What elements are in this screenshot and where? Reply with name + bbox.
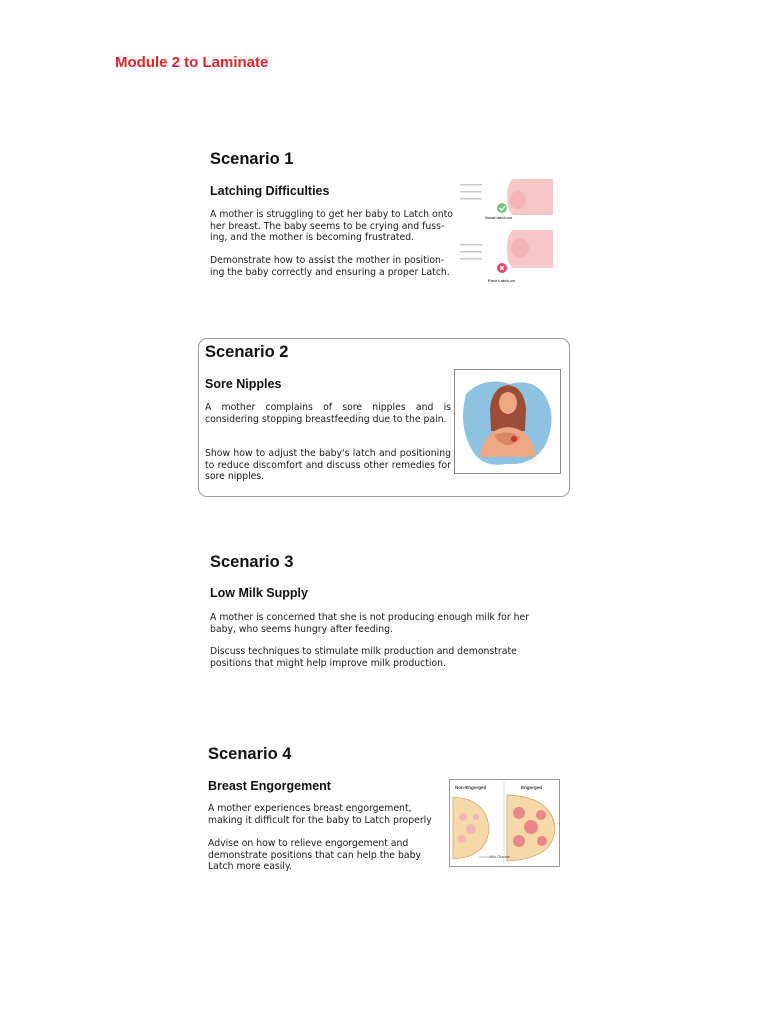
scenario-1-paragraph-1: A mother is struggling to get her baby to Latch onto her breast. The baby seems to be crying and fuss-ing, and the mother is becoming frustrated. xyxy=(210,209,453,244)
document-title: Module 2 to Laminate xyxy=(115,54,269,71)
scenario-3-heading: Scenario 3 xyxy=(210,553,294,571)
scenario-4-subheading: Breast Engorgement xyxy=(208,779,331,793)
scenario-4-paragraph-1: A mother experiences breast engorgement, making it difficult for the baby to Latch properly xyxy=(208,803,432,826)
sore-nipples-illustration xyxy=(454,369,561,474)
scenario-3-subheading: Low Milk Supply xyxy=(210,586,308,600)
scenario-1-paragraph-2: Demonstrate how to assist the mother in position-ing the baby correctly and ensuring a proper Latch. xyxy=(210,255,450,278)
scenario-2-heading: Scenario 2 xyxy=(205,343,289,361)
milk-glands-label: Milk Glands xyxy=(489,854,510,859)
scenario-1-heading: Scenario 1 xyxy=(210,150,294,168)
scenario-2-paragraph-1: A mother complains of sore nipples and is considering stopping breastfeeding due to the pain. xyxy=(205,402,451,425)
engorgement-comparison-illustration xyxy=(449,779,560,867)
scenario-4-paragraph-2: Advise on how to relieve engorgement and demonstrate positions that can help the baby Latch more easily. xyxy=(208,838,421,873)
scenario-1-card xyxy=(210,150,555,290)
scenario-1-subheading: Latching Difficulties xyxy=(210,184,330,198)
scenario-4-heading: Scenario 4 xyxy=(208,745,292,763)
latch-comparison-illustration xyxy=(458,178,554,286)
scenario-2-card xyxy=(205,343,563,493)
scenario-3-paragraph-1: A mother is concerned that she is not producing enough milk for her baby, who seems hungry after feeding. xyxy=(210,612,530,635)
scenario-3-card xyxy=(210,553,540,673)
poor-latch-label: Poor Latch-on xyxy=(488,278,516,283)
scenario-3-paragraph-2: Discuss techniques to stimulate milk production and demonstrate positions that might help improve milk production. xyxy=(210,646,517,669)
engorged-label: Engorged xyxy=(521,785,542,790)
scenario-2-paragraph-2: Show how to adjust the baby's latch and positioning to reduce discomfort and discuss other remedies for sore nipples. xyxy=(205,448,451,483)
scenario-2-subheading: Sore Nipples xyxy=(205,377,282,391)
scenario-4-card xyxy=(208,745,562,875)
good-latch-label: Good latch-on xyxy=(485,215,513,220)
non-engorged-label: Non-Engorged xyxy=(455,785,487,790)
